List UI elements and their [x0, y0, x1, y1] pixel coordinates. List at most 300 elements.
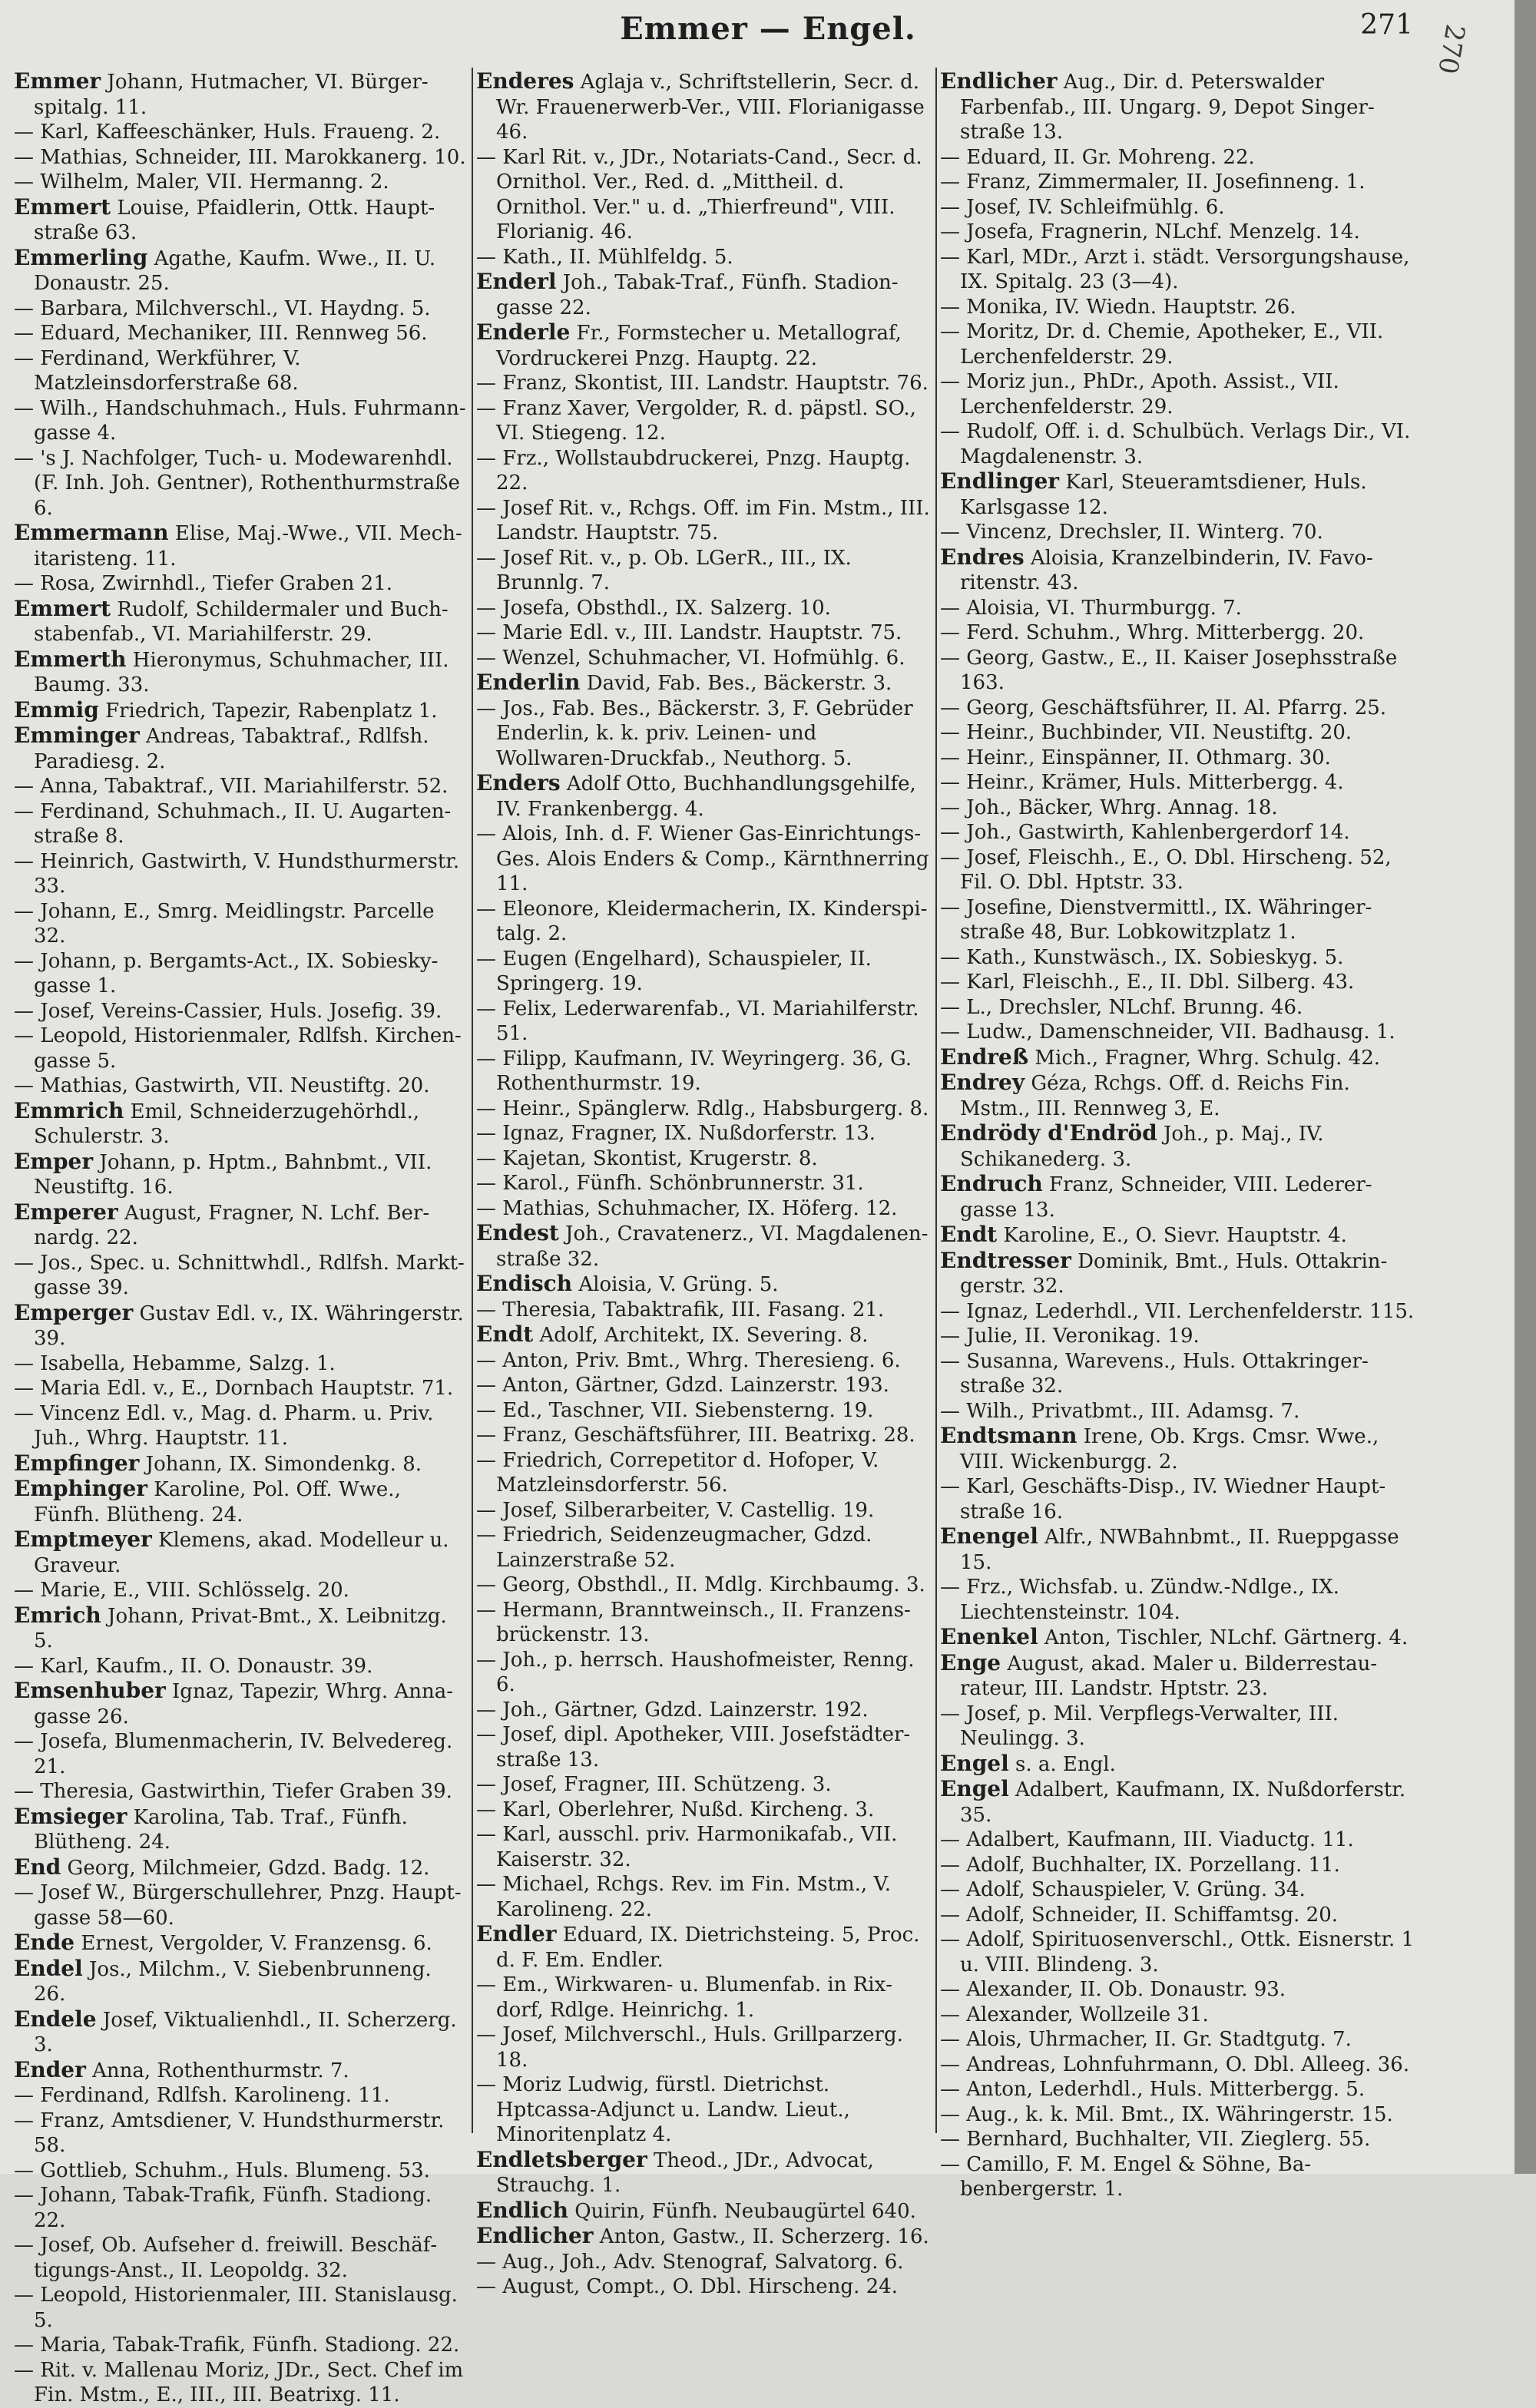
entry-text: — Anton, Gärtner, Gdzd. Lainzerstr. 193. — [476, 1374, 889, 1397]
entry-text: — Johann, p. Bergamts-Act., IX. Sobieskygasse 1. — [14, 949, 439, 997]
directory-entry — [476, 1047, 931, 1096]
entry-text: — Karl, ausschl. priv. Harmonikafab., VII. Kaiserstr. 32. — [476, 1823, 898, 1871]
directory-entry — [476, 771, 931, 822]
entry-headword: Emperer — [14, 1199, 118, 1225]
directory-entry — [14, 698, 468, 724]
directory-entry — [14, 1073, 468, 1099]
entry-text: — Johann, Tabak-Trafik, Fünfh. Stadiong. 22. — [14, 2184, 432, 2232]
directory-entry — [476, 1772, 931, 1798]
directory-entry — [476, 2224, 931, 2250]
entry-text: Jos., Milchm., V. Siebenbrunneng. 26. — [34, 1957, 432, 2006]
directory-entry — [14, 1880, 468, 1930]
entry-text: — Karl, Kaufm., II. O. Donaustr. 39. — [14, 1654, 373, 1678]
entry-text: — Rit. v. Mallenau Moriz, JDr., Sect. Chef im Fin. Mstm., E., III., III. Beatrixg. 11. — [14, 2358, 464, 2406]
entry-headword: Endest — [476, 1220, 559, 1245]
directory-entry — [940, 1349, 1421, 1399]
directory-entry — [476, 1922, 931, 1973]
directory-entry — [14, 69, 468, 120]
directory-entry — [940, 620, 1421, 646]
directory-entry — [476, 1171, 931, 1196]
entry-text: — Adalbert, Kaufmann, III. Viaductg. 11. — [940, 1828, 1354, 1851]
directory-entry — [940, 2003, 1421, 2028]
directory-entry — [14, 1200, 468, 1251]
directory-entry — [14, 1578, 468, 1603]
entry-text: — Ed., Taschner, VII. Siebensterng. 19. — [476, 1398, 874, 1422]
entry-text: Karoline, E., O. Sievr. Hauptstr. 4. — [997, 1224, 1347, 1247]
directory-entry — [14, 1099, 468, 1149]
directory-entry — [476, 270, 931, 320]
directory-entry — [476, 1598, 931, 1648]
directory-entry — [14, 1401, 468, 1451]
entry-text: Hieronymus, Schuhmacher, III. Baumg. 33. — [34, 648, 449, 696]
directory-entry — [476, 1121, 931, 1146]
directory-entry — [14, 2233, 468, 2283]
entry-headword: Emsenhuber — [14, 1678, 166, 1703]
directory-entry — [476, 1373, 931, 1398]
directory-entry — [14, 799, 468, 849]
entry-text: — Eugen (Engelhard), Schauspieler, II. Springerg. 19. — [476, 947, 872, 995]
directory-entry — [14, 1729, 468, 1779]
directory-entry — [940, 145, 1421, 170]
entry-text: — Josef, IV. Schleifmühlg. 6. — [940, 195, 1225, 219]
entry-headword: Enderl — [476, 269, 557, 294]
page-stamp: 270 — [1432, 22, 1471, 77]
entry-text: Andreas, Tabaktraf., Rdlfsh. Paradiesg. 2. — [34, 725, 429, 773]
entry-text: Anton, Tischler, NLchf. Gärtnerg. 4. — [1038, 1626, 1409, 1649]
entry-headword: Emsieger — [14, 1803, 127, 1829]
entry-text: — 's J. Nachfolger, Tuch- u. Modewarenhdl. (F. Inh. Joh. Gentner), Rothenthurmstraße 6. — [14, 446, 460, 520]
directory-entry — [14, 949, 468, 999]
entry-text: — Franz, Zimmermaler, II. Josefinneng. 1. — [940, 170, 1366, 194]
page-number: 271 — [1360, 9, 1413, 41]
directory-entry — [14, 346, 468, 396]
entry-headword: Engel — [940, 1750, 1009, 1776]
entry-text: — Adolf, Schneider, II. Schiffamtsg. 20. — [940, 1903, 1339, 1927]
directory-column-2 — [476, 69, 931, 2300]
entry-headword: Emmer — [14, 68, 101, 94]
directory-entry — [476, 2274, 931, 2300]
entry-text: Adolf Otto, Buchhandlungsgehilfe, IV. Frankenbergg. 4. — [496, 772, 916, 821]
directory-entry — [940, 1575, 1421, 1625]
entry-text: — Theresia, Gastwirthin, Tiefer Graben 39. — [14, 1780, 452, 1803]
entry-text: — Frz., Wollstaubdruckerei, Pnzg. Hauptg. 22. — [476, 446, 911, 495]
entry-headword: Emper — [14, 1148, 94, 1174]
directory-entry — [940, 1324, 1421, 1349]
entry-text: — Vincenz Edl. v., Mag. d. Pharm. u. Priv. Juh., Whrg. Hauptstr. 11. — [14, 1401, 434, 1450]
entry-text: — Josef, Milchverschl., Huls. Grillparzerg. 18. — [476, 2023, 903, 2072]
page-edge — [1514, 0, 1536, 2174]
directory-entry — [940, 295, 1421, 320]
entry-headword: Endtresser — [940, 1247, 1071, 1273]
directory-entry — [940, 2052, 1421, 2078]
entry-text: — Gottlieb, Schuhm., Huls. Blumeng. 53. — [14, 2158, 430, 2182]
directory-entry — [476, 947, 931, 997]
entry-text: — Josef, Silberarbeiter, V. Castellig. 19. — [476, 1498, 875, 1522]
entry-text: — Alois, Uhrmacher, II. Gr. Stadtgutg. 7. — [940, 2028, 1352, 2051]
entry-text: — Friedrich, Seidenzeugmacher, Gdzd. Lainzerstraße 52. — [476, 1523, 872, 1572]
entry-text: — Moriz jun., PhDr., Apoth. Assist., VII. Lerchenfelderstr. 29. — [940, 370, 1339, 418]
entry-headword: Emphinger — [14, 1476, 148, 1501]
directory-entry — [14, 1351, 468, 1377]
entry-text: — Georg, Geschäftsführer, II. Al. Pfarrg. 25. — [940, 696, 1387, 719]
entry-text: — Josef, Vereins-Cassier, Huls. Josefig. 39. — [14, 999, 442, 1023]
entry-text: Johann, p. Hptm., Bahnbmt., VII. Neustiftg. 16. — [34, 1150, 432, 1199]
entry-headword: Enenkel — [940, 1624, 1038, 1649]
entry-text: — Josef, Fragner, III. Schützeng. 3. — [476, 1773, 832, 1796]
entry-text: — Kath., Kunstwäsch., IX. Sobieskyg. 5. — [940, 945, 1344, 969]
entry-text: August, Fragner, N. Lchf. Bernardg. 22. — [34, 1201, 430, 1249]
entry-text: — Ludw., Damenschneider, VII. Badhausg. 1. — [940, 1020, 1395, 1044]
directory-entry — [940, 746, 1421, 771]
directory-entry — [14, 2358, 468, 2408]
entry-text: — Josefa, Blumenmacherin, IV. Belvedereg. 21. — [14, 1730, 453, 1778]
entry-text: — Josef W., Bürgerschullehrer, Pnzg. Hauptgasse 58—60. — [14, 1881, 462, 1930]
directory-entry — [476, 822, 931, 897]
entry-text: Karl, Steueramtsdiener, Huls. Karlsgasse 12. — [960, 471, 1367, 519]
entry-text: — Moritz, Dr. d. Chemie, Apotheker, E., VII. Lerchenfelderstr. 29. — [940, 320, 1384, 369]
entry-text: Georg, Milchmeier, Gdzd. Badg. 12. — [61, 1856, 430, 1880]
entry-text: — Theresia, Tabaktrafik, III. Fasang. 21. — [476, 1298, 885, 1321]
entry-text: Adalbert, Kaufmann, IX. Nußdorferstr. 35. — [960, 1778, 1406, 1827]
directory-entry — [476, 1698, 931, 1723]
directory-entry — [940, 1399, 1421, 1424]
entry-text: — Aug., k. k. Mil. Bmt., IX. Währingerstr. 15. — [940, 2102, 1393, 2126]
directory-entry — [940, 820, 1421, 845]
entry-text: — Heinr., Spänglerw. Rdlg., Habsburgerg. 8. — [476, 1096, 929, 1120]
directory-entry — [14, 246, 468, 296]
entry-text: — Frz., Wichsfab. u. Zündw.-Ndlge., IX. Liechtensteinstr. 104. — [940, 1576, 1340, 1624]
entry-text: — Monika, IV. Wiedn. Hauptstr. 26. — [940, 295, 1296, 319]
entry-headword: Endrödy d'Endröd — [940, 1120, 1157, 1146]
entry-text: — Aloisia, VI. Thurmburgg. 7. — [940, 596, 1242, 620]
entry-text: — Josef Rit. v., Rchgs. Off. im Fin. Mstm., III. Landstr. Hauptstr. 75. — [476, 496, 930, 544]
directory-entry — [14, 145, 468, 170]
directory-entry — [476, 1523, 931, 1573]
directory-entry — [14, 1149, 468, 1200]
directory-entry — [940, 1474, 1421, 1524]
directory-entry — [14, 296, 468, 322]
entry-text: — Wilh., Privatbmt., III. Adamsg. 7. — [940, 1399, 1300, 1423]
directory-entry — [14, 2183, 468, 2233]
entry-text: — Maria, Tabak-Trafik, Fünfh. Stadiong. 22. — [14, 2334, 460, 2357]
directory-entry — [476, 2023, 931, 2072]
entry-text: — Josefa, Obsthdl., IX. Salzerg. 10. — [476, 596, 831, 620]
entry-headword: Emmerling — [14, 244, 148, 270]
directory-entry — [940, 1524, 1421, 1575]
directory-entry — [14, 1477, 468, 1527]
directory-entry — [476, 1498, 931, 1523]
directory-entry — [940, 69, 1421, 145]
directory-entry — [940, 696, 1421, 721]
directory-entry — [940, 646, 1421, 696]
directory-entry — [476, 1348, 931, 1374]
entry-text: Johann, Privat-Bmt., X. Leibnitzg. 5. — [34, 1604, 447, 1652]
directory-entry — [940, 720, 1421, 746]
entry-text: Adolf, Architekt, IX. Severing. 8. — [533, 1324, 869, 1347]
entry-text: Fr., Formstecher u. Metallograf, Vordruckerei Pnzg. Hauptg. 22. — [496, 322, 902, 370]
entry-text: — Heinr., Krämer, Huls. Mitterbergg. 4. — [940, 771, 1344, 794]
directory-entry — [476, 596, 931, 621]
entry-text: Joh., p. Maj., IV. Schikanederg. 3. — [960, 1123, 1324, 1171]
directory-entry — [940, 945, 1421, 971]
directory-entry — [476, 69, 931, 145]
entry-text: — Kajetan, Skontist, Krugerstr. 8. — [476, 1146, 818, 1170]
directory-entry — [940, 1751, 1421, 1778]
directory-entry — [476, 2198, 931, 2224]
directory-entry — [14, 2007, 468, 2058]
directory-entry — [14, 1301, 468, 1351]
entry-text: — Georg, Obsthdl., II. Mdlg. Kirchbaumg. 3. — [476, 1573, 925, 1596]
entry-text: — Adolf, Schauspieler, V. Grüng. 34. — [940, 1878, 1306, 1901]
entry-headword: Enderes — [476, 68, 574, 94]
directory-entry — [940, 319, 1421, 369]
directory-entry — [940, 2027, 1421, 2052]
entry-text: — Franz, Skontist, III. Landstr. Hauptstr. 76. — [476, 372, 929, 395]
entry-text: — Joh., Gärtner, Gdzd. Lainzerstr. 192. — [476, 1698, 869, 1722]
directory-entry — [14, 999, 468, 1024]
directory-entry — [14, 597, 468, 647]
entry-text: — Mathias, Schuhmacher, IX. Höferg. 12. — [476, 1196, 898, 1220]
entry-text: Joh., Tabak-Traf., Fünfh. Stadiongasse 22. — [496, 271, 899, 319]
entry-text: — Alois, Inh. d. F. Wiener Gas-Einrichtungs-Ges. Alois Enders & Comp., Kärnthnerring 11. — [476, 822, 929, 895]
directory-entry — [14, 1957, 468, 2007]
entry-text: August, akad. Maler u. Bilderrestaurateur, III. Landstr. Hptstr. 23. — [960, 1652, 1378, 1700]
directory-entry — [940, 1249, 1421, 1299]
running-title: Emmer — Engel. — [620, 11, 916, 47]
directory-entry — [476, 696, 931, 772]
entry-text: — Jos., Fab. Bes., Bäckerstr. 3, F. Gebrüder Enderlin, k. k. priv. Leinen- und Wollwaren-Druckfab., Neuthorg. 5. — [476, 696, 913, 770]
entry-headword: Endt — [940, 1222, 998, 1247]
directory-entry — [14, 1679, 468, 1729]
entry-text: — Karl, Fleischh., E., II. Dbl. Silberg. 43. — [940, 971, 1355, 994]
entry-text: — Mathias, Gastwirth, VII. Neustiftg. 20. — [14, 1074, 430, 1097]
entry-text: — Em., Wirkwaren- u. Blumenfab. in Rixdorf, Rdlge. Heinrichg. 1. — [476, 1973, 893, 2022]
directory-entry — [476, 1798, 931, 1823]
entry-text: — Anton, Lederhdl., Huls. Mitterbergg. 5. — [940, 2078, 1366, 2101]
directory-entry — [476, 897, 931, 947]
directory-entry — [940, 2152, 1421, 2202]
entry-text: — Eduard, II. Gr. Mohreng. 22. — [940, 145, 1255, 169]
directory-entry — [476, 1322, 931, 1348]
directory-entry — [940, 1777, 1421, 1828]
directory-entry — [14, 723, 468, 774]
entry-text: — Alexander, II. Ob. Donaustr. 93. — [940, 1978, 1286, 2001]
entry-text: — Georg, Gastw., E., II. Kaiser Josephsstraße 163. — [940, 646, 1398, 694]
entry-text: Klemens, akad. Modelleur u. Graveur. — [34, 1529, 449, 1577]
entry-headword: Endruch — [940, 1171, 1043, 1196]
directory-entry — [940, 545, 1421, 596]
directory-entry — [14, 2283, 468, 2333]
directory-entry — [14, 1376, 468, 1401]
entry-text: — Andreas, Lohnfuhrmann, O. Dbl. Alleeg. 36. — [940, 2052, 1410, 2076]
entry-text: — Josef, Ob. Aufseher d. freiwill. Beschäftigungs-Anst., II. Leopoldg. 32. — [14, 2234, 438, 2282]
directory-entry — [476, 997, 931, 1047]
entry-headword: Emmrich — [14, 1097, 124, 1123]
entry-text: Johann, Hutmacher, VI. Bürgerspitalg. 11. — [34, 71, 429, 119]
entry-text: — Adolf, Spirituosenverschl., Ottk. Eisnerstr. 1 u. VIII. Blindeng. 3. — [940, 1928, 1415, 1976]
entry-headword: Endletsberger — [476, 2146, 647, 2172]
entry-text: Rudolf, Schildermaler und Buchstabenfab., VI. Mariahilferstr. 29. — [34, 597, 449, 646]
entry-text: — Josef, dipl. Apotheker, VIII. Josefstädterstraße 13. — [476, 1723, 911, 1771]
entry-headword: Enders — [476, 770, 561, 796]
column-rule-2 — [935, 68, 937, 2133]
page-header — [0, 6, 1536, 77]
entry-text: — Franz, Amtsdiener, V. Hundsthurmerstr. 58. — [14, 2109, 445, 2157]
entry-text: — Joh., Gastwirth, Kahlenbergerdorf 14. — [940, 821, 1350, 844]
directory-entry — [940, 245, 1421, 295]
directory-entry — [476, 670, 931, 696]
entry-text: Ignaz, Tapezir, Whrg. Annagasse 26. — [34, 1680, 454, 1728]
entry-text: — Anton, Priv. Bmt., Whrg. Theresieng. 6. — [476, 1348, 901, 1372]
entry-text: — Camillo, F. M. Engel & Söhne, Babenbergerstr. 1. — [940, 2152, 1312, 2201]
directory-entry — [14, 521, 468, 571]
entry-text: Karoline, Pol. Off. Wwe., Fünfh. Blütheng. 24. — [34, 1478, 401, 1526]
entry-headword: Endtsmann — [940, 1423, 1078, 1448]
entry-headword: Emminger — [14, 723, 140, 748]
entry-text: — Anna, Tabaktraf., VII. Mariahilferstr. 52. — [14, 775, 449, 798]
entry-text: David, Fab. Bes., Bäckerstr. 3. — [580, 672, 892, 695]
entry-text: — Filipp, Kaufmann, IV. Weyringerg. 36, G. Rothenthurmstr. 19. — [476, 1047, 912, 1095]
directory-entry — [14, 446, 468, 521]
directory-entry — [476, 1146, 931, 1172]
directory-entry — [14, 2333, 468, 2358]
directory-entry — [14, 849, 468, 899]
directory-entry — [14, 195, 468, 246]
directory-entry — [940, 2102, 1421, 2128]
directory-entry — [940, 1625, 1421, 1651]
entry-headword: Enderle — [476, 319, 571, 345]
entry-text: Ernest, Vergolder, V. Franzensg. 6. — [74, 1932, 432, 1955]
directory-entry — [940, 1424, 1421, 1474]
directory-entry — [476, 496, 931, 546]
directory-entry — [940, 970, 1421, 995]
directory-entry — [940, 1121, 1421, 1172]
entry-text: Dominik, Bmt., Huls. Ottakringerstr. 32. — [960, 1249, 1388, 1298]
entry-text: s. a. Engl. — [1008, 1752, 1116, 1776]
directory-entry — [940, 1853, 1421, 1878]
entry-text: — Heinrich, Gastwirth, V. Hundsthurmerstr. 33. — [14, 849, 460, 898]
directory-entry — [476, 1648, 931, 1698]
entry-text: — Ignaz, Lederhdl., VII. Lerchenfelderstr. 115. — [940, 1299, 1415, 1323]
entry-text: Emil, Schneiderzugehörhdl., Schulerstr. 3. — [34, 1100, 420, 1148]
directory-entry — [940, 469, 1421, 520]
entry-headword: Endler — [476, 1921, 557, 1947]
directory-entry — [940, 369, 1421, 419]
entry-text: Eduard, IX. Dietrichsteing. 5, Proc. d. F. Em. Endler. — [496, 1923, 920, 1972]
entry-text: — Hermann, Branntweinsch., II. Franzensbrückenstr. 13. — [476, 1598, 911, 1646]
directory-entry — [940, 520, 1421, 545]
directory-entry — [14, 1654, 468, 1679]
entry-text: — Franz Xaver, Vergolder, R. d. päpstl. SO., VI. Stiegeng. 12. — [476, 396, 916, 445]
entry-text: — Johann, E., Smrg. Meidlingstr. Parcelle 32. — [14, 899, 435, 948]
directory-entry — [940, 845, 1421, 895]
entry-text: Anna, Rothenthurmstr. 7. — [85, 2059, 349, 2082]
entry-text: — Josef, Fleischh., E., O. Dbl. Hirscheng. 52, Fil. O. Dbl. Hptstr. 33. — [940, 845, 1392, 894]
entry-text: Josef, Viktualienhdl., II. Scherzerg. 3. — [34, 2008, 457, 2056]
entry-text: Quirin, Fünfh. Neubaugürtel 640. — [568, 2199, 916, 2223]
directory-entry — [476, 546, 931, 596]
directory-entry — [940, 1927, 1421, 1977]
entry-headword: Endreß — [940, 1044, 1029, 1070]
entry-text: — Joh., Bäcker, Whrg. Annag. 18. — [940, 796, 1278, 819]
column-rule-1 — [472, 68, 473, 2133]
entry-text: — Aug., Joh., Adv. Stenograf, Salvatorg. 6. — [476, 2250, 904, 2274]
directory-entry — [476, 646, 931, 671]
directory-entry — [940, 419, 1421, 469]
entry-text: Franz, Schneider, VIII. Lederergasse 13. — [960, 1173, 1372, 1222]
directory-entry — [940, 1222, 1421, 1249]
directory-entry — [476, 1221, 931, 1272]
entry-text: — Eleonore, Kleidermacherin, IX. Kinderspitalg. 2. — [476, 897, 928, 945]
entry-text: Agathe, Kaufm. Wwe., II. U. Donaustr. 25. — [34, 246, 436, 295]
entry-text: — Josefa, Fragnerin, NLchf. Menzelg. 14. — [940, 220, 1360, 243]
entry-text: — Wilhelm, Maler, VII. Hermanng. 2. — [14, 170, 389, 194]
entry-text: Anton, Gastw., II. Scherzerg. 16. — [593, 2225, 929, 2248]
directory-entry — [476, 1448, 931, 1498]
entry-text: — Susanna, Warevens., Huls. Ottakringerstraße 32. — [940, 1349, 1369, 1398]
directory-entry — [14, 774, 468, 799]
entry-text: Elise, Maj.-Wwe., VII. Mechitaristeng. 11. — [34, 522, 462, 571]
directory-entry — [940, 1299, 1421, 1325]
entry-text: Louise, Pfaidlerin, Ottk. Hauptstraße 63. — [34, 196, 435, 244]
entry-text: Géza, Rchgs. Off. d. Reichs Fin. Mstm., III. Rennweg 3, E. — [960, 1072, 1350, 1120]
entry-headword: Emmig — [14, 696, 99, 723]
entry-text: — Karl, Geschäfts-Disp., IV. Wiedner Hauptstraße 16. — [940, 1475, 1386, 1523]
directory-entry — [14, 1451, 468, 1477]
directory-entry — [14, 2083, 468, 2109]
directory-entry — [476, 446, 931, 496]
directory-entry — [940, 1070, 1421, 1121]
directory-entry — [476, 1822, 931, 1872]
entry-headword: Endel — [14, 1955, 83, 1981]
entry-headword: Endisch — [476, 1271, 573, 1296]
directory-entry — [14, 1930, 468, 1957]
directory-entry — [940, 895, 1421, 945]
entry-headword: Emptmeyer — [14, 1526, 152, 1552]
entry-headword: Endlicher — [940, 68, 1058, 94]
entry-text: — Barbara, Milchverschl., VI. Haydng. 5. — [14, 296, 431, 320]
entry-headword: Enderlin — [476, 670, 581, 695]
entry-text: — Julie, II. Veronikag. 19. — [940, 1325, 1200, 1348]
entry-headword: Emmermann — [14, 520, 169, 545]
entry-headword: Empfinger — [14, 1450, 140, 1476]
directory-entry — [14, 2109, 468, 2158]
entry-text: Aglaja v., Schriftstellerin, Secr. d. Wr. Frauenerwerb-Ver., VIII. Florianigasse 46. — [496, 71, 925, 144]
entry-text: — L., Drechsler, NLchf. Brunng. 46. — [940, 995, 1303, 1019]
directory-entry — [14, 1779, 468, 1804]
directory-entry — [940, 1651, 1421, 1702]
entry-headword: Endlinger — [940, 468, 1060, 494]
entry-text: — Adolf, Buchhalter, IX. Porzellang. 11. — [940, 1853, 1340, 1877]
entry-text: — Bernhard, Buchhalter, VII. Zieglerg. 55. — [940, 2128, 1371, 2151]
entry-text: — Karl, Kaffeeschänker, Huls. Fraueng. 2. — [14, 121, 441, 144]
entry-headword: Engel — [940, 1776, 1009, 1801]
entry-text: Aloisia, Kranzelbinderin, IV. Favoritenstr. 43. — [960, 546, 1373, 594]
directory-entry — [476, 245, 931, 270]
entry-text: — Mathias, Schneider, III. Marokkanerg. 10. — [14, 145, 466, 169]
directory-entry — [14, 120, 468, 145]
entry-text: — Moriz Ludwig, fürstl. Dietrichst. Hptcassa-Adjunct u. Landw. Lieut., Minoritenplatz 4. — [476, 2073, 850, 2146]
entry-text: — Wilh., Handschuhmach., Huls. Fuhrmanngasse 4. — [14, 396, 466, 445]
directory-entry — [14, 1024, 468, 1073]
directory-entry — [14, 647, 468, 698]
directory-entry — [476, 620, 931, 646]
directory-entry — [940, 170, 1421, 195]
entry-text: Mich., Fragner, Whrg. Schulg. 42. — [1028, 1046, 1381, 1070]
entry-headword: Enengel — [940, 1523, 1038, 1549]
entry-text: — Isabella, Hebamme, Salzg. 1. — [14, 1351, 336, 1375]
directory-entry — [14, 1855, 468, 1881]
